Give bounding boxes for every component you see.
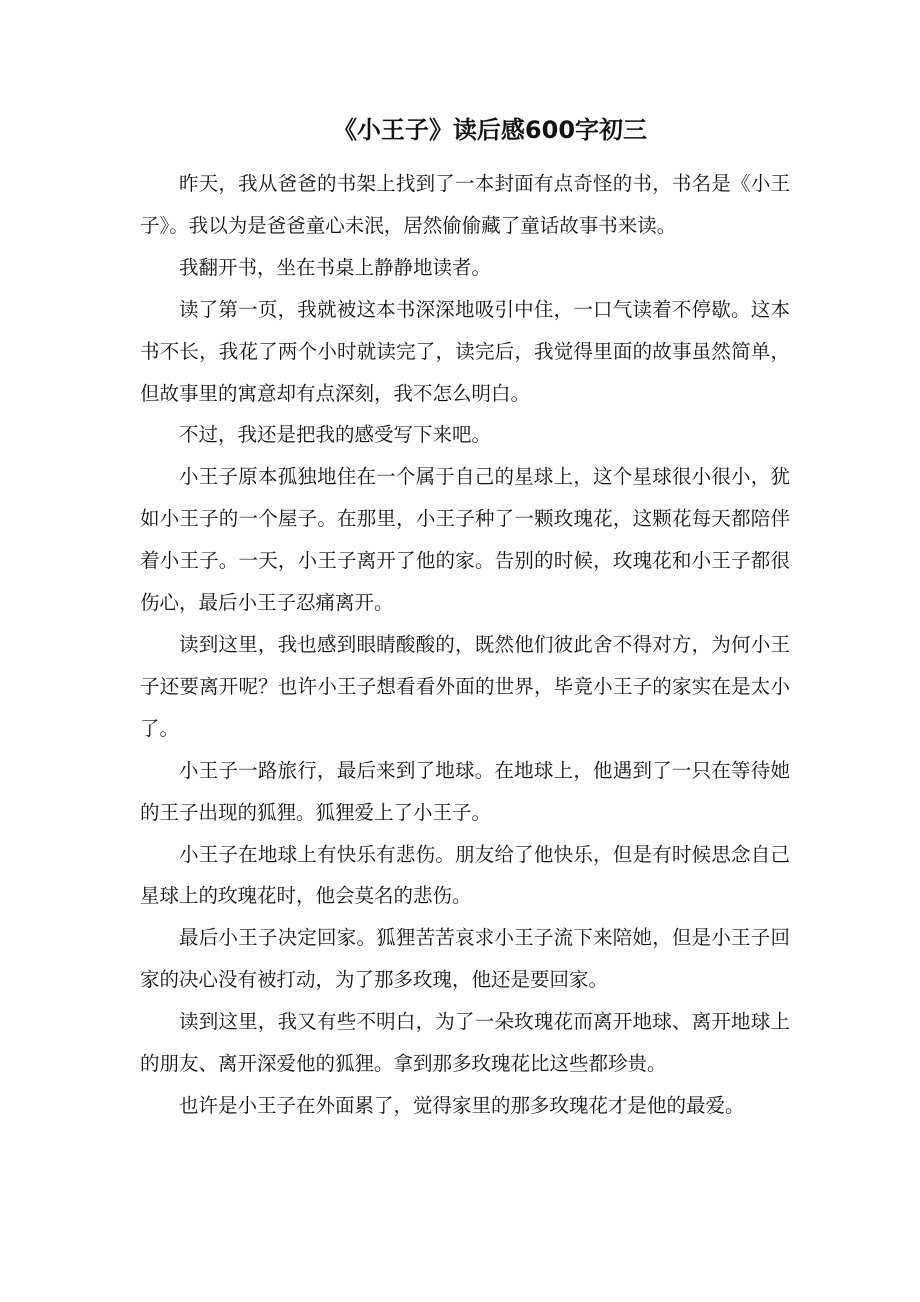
paragraph: 读了第一页，我就被这本书深深地吸引中住，一口气读着不停歇。这本书不长，我花了两个小时就读完了，读完后，我觉得里面的故事虽然简单，但故事里的寓意却有点深刻，我不怎么明白。 (140, 297, 790, 405)
document-title: 《小王子》读后感600字初三 (332, 116, 648, 144)
paragraph: 我翻开书，坐在书桌上静静地读者。 (179, 255, 492, 279)
paragraph: 小王子在地球上有快乐有悲伤。朋友给了他快乐，但是有时候思念自己星球上的玫瑰花时，他会莫名的悲伤。 (140, 842, 790, 908)
paragraph: 小王子一路旅行，最后来到了地球。在地球上，他遇到了一只在等待她的王子出现的狐狸。狐狸爱上了小王子。 (140, 758, 790, 824)
paragraph: 昨天，我从爸爸的书架上找到了一本封面有点奇怪的书，书名是《小王子》。我以为是爸爸童心未泯，居然偷偷藏了童话故事书来读。 (140, 172, 790, 237)
document-body (140, 163, 790, 1127)
paragraph: 小王子原本孤独地住在一个属于自己的星球上，这个星球很小很小，犹如小王子的一个屋子。在那里，小王子种了一颗玫瑰花，这颗花每天都陪伴着小王子。一天，小王子离开了他的家。告别的时候，玫瑰花和小王子都很伤心，最后小王子忍痛离开。 (140, 465, 790, 615)
paragraph: 最后小王子决定回家。狐狸苦苦哀求小王子流下来陪她，但是小王子回家的决心没有被打动，为了那多玫瑰，他还是要回家。 (140, 926, 790, 992)
paragraph: 也许是小王子在外面累了，觉得家里的那多玫瑰花才是他的最爱。 (179, 1093, 745, 1117)
paragraph: 不过，我还是把我的感受写下来吧。 (179, 423, 492, 447)
paragraph: 读到这里，我也感到眼睛酸酸的，既然他们彼此舍不得对方，为何小王子还要离开呢？也许小王子想看看外面的世界，毕竟小王子的家实在是太小了。 (140, 632, 790, 740)
paragraph: 读到这里，我又有些不明白，为了一朵玫瑰花而离开地球、离开地球上的朋友、离开深爱他的狐狸。拿到那多玫瑰花比这些都珍贵。 (140, 1010, 790, 1076)
